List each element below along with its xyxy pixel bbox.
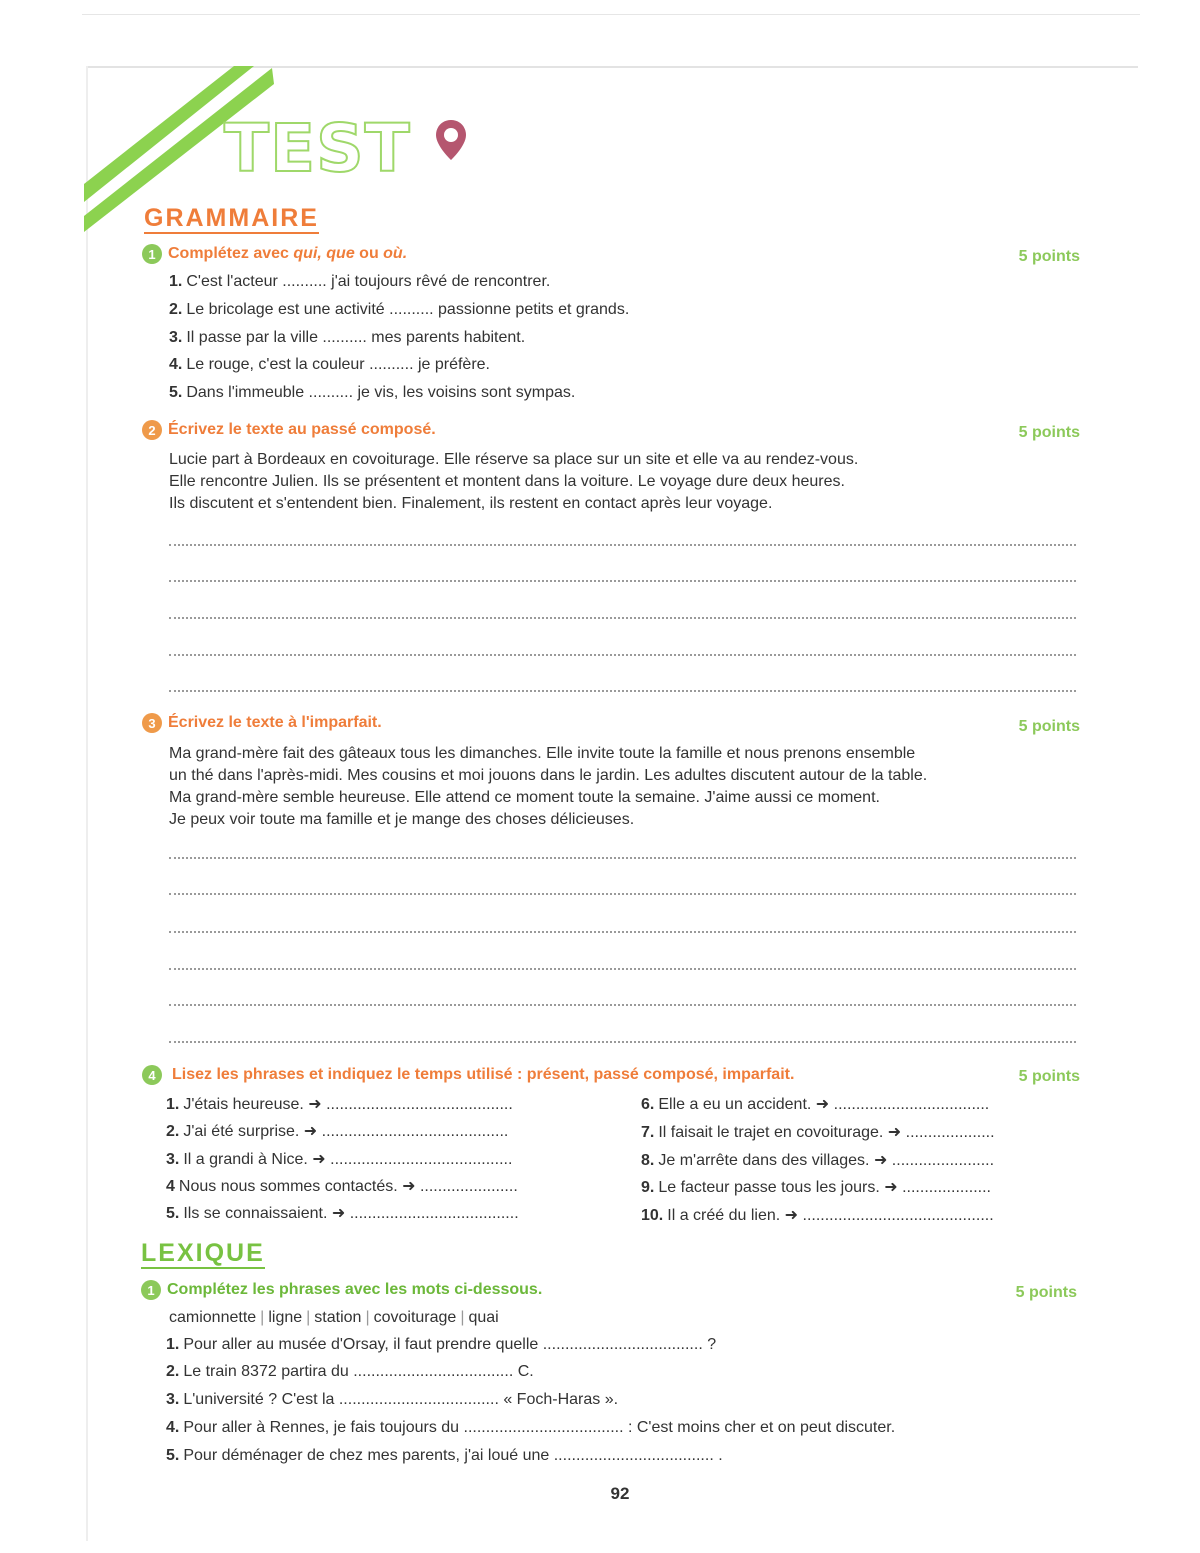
answer-line[interactable] bbox=[169, 654, 1076, 656]
exercise-3-header bbox=[142, 713, 382, 733]
exercise-instruction: Lisez les phrases et indiquez le temps utilisé : présent, passé composé, imparfait. bbox=[172, 1066, 795, 1083]
exercise-number-badge: 3 bbox=[142, 713, 162, 733]
exercise-item: 1. Pour aller au musée d'Orsay, il faut prendre quelle .................................... ? bbox=[166, 1336, 717, 1353]
exercise-4-header bbox=[142, 1065, 794, 1085]
exercise-points: 5 points bbox=[1018, 1068, 1080, 1085]
page-left-edge bbox=[86, 66, 88, 1541]
exercise-item: 4. Le rouge, c'est la couleur .......... je préfère. bbox=[169, 356, 490, 373]
page-number: 92 bbox=[610, 1484, 630, 1503]
answer-line[interactable] bbox=[169, 857, 1076, 859]
exercise-item: 9. Le facteur passe tous les jours. ➜ .................... bbox=[641, 1179, 991, 1196]
exercise-points: 5 points bbox=[1015, 1284, 1077, 1301]
exercise-item: 5. Pour déménager de chez mes parents, j'ai loué une .................................... . bbox=[166, 1447, 723, 1464]
exercise-instruction: Écrivez le texte au passé composé. bbox=[168, 421, 436, 438]
exercise-1-header bbox=[142, 244, 407, 264]
exercise-item: 7. Il faisait le trajet en covoiturage. ➜ .................... bbox=[641, 1124, 995, 1141]
exercise-item: 2. Le bricolage est une activité .......... passionne petits et grands. bbox=[169, 301, 630, 318]
answer-line[interactable] bbox=[169, 580, 1076, 582]
exercise-item: 2. J'ai été surprise. ➜ .......................................... bbox=[166, 1123, 509, 1140]
word-bank: camionnette | ligne | station | covoiturage | quai bbox=[169, 1309, 499, 1326]
exercise-instruction: Écrivez le texte à l'imparfait. bbox=[168, 714, 382, 731]
exercise-item: 4. Pour aller à Rennes, je fais toujours du .................................... : C'est moins cher et on peut discuter. bbox=[166, 1419, 896, 1436]
exercise-instruction: Complétez les phrases avec les mots ci-dessous. bbox=[167, 1281, 543, 1298]
exercise-item: 5. Ils se connaissaient. ➜ ...................................... bbox=[166, 1205, 519, 1222]
test-title: TEST bbox=[224, 110, 411, 187]
source-text: Ma grand-mère fait des gâteaux tous les dimanches. Elle invite toute la famille et nous prenons ensemble un thé dans l'après-midi. Mes cousins et moi jouons dans le jardin. Les adultes discutent autour de la table. Ma grand-mère semble heureuse. Elle attend ce moment toute la semaine. J'aime aussi ce moment. Je peux voir toute ma famille et je mange des choses délicieuses. bbox=[169, 745, 928, 828]
exercise-points: 5 points bbox=[1018, 248, 1080, 265]
answer-line[interactable] bbox=[169, 1004, 1076, 1006]
answer-line[interactable] bbox=[169, 544, 1076, 546]
exercise-points: 5 points bbox=[1018, 718, 1080, 735]
location-pin-icon bbox=[433, 118, 469, 162]
exercise-item: 3. L'université ? C'est la .................................... « Foch-Haras ». bbox=[166, 1391, 619, 1408]
answer-line[interactable] bbox=[169, 617, 1076, 619]
exercise-item: 5. Dans l'immeuble .......... je vis, les voisins sont sympas. bbox=[169, 384, 576, 401]
exercise-item: 2. Le train 8372 partira du .................................... C. bbox=[166, 1363, 534, 1380]
exercise-item: 1. C'est l'acteur .......... j'ai toujours rêvé de rencontrer. bbox=[169, 273, 551, 290]
exercise-item: 8. Je m'arrête dans des villages. ➜ ....................... bbox=[641, 1152, 995, 1169]
exercise-item: 10. Il a créé du lien. ➜ ........................................... bbox=[641, 1207, 994, 1224]
section-title-grammaire: GRAMMAIRE bbox=[144, 205, 319, 234]
exercise-item: 1. J'étais heureuse. ➜ .......................................... bbox=[166, 1096, 513, 1113]
exercise-points: 5 points bbox=[1018, 424, 1080, 441]
exercise-number-badge: 1 bbox=[142, 244, 162, 264]
scan-top-rule bbox=[82, 14, 1140, 15]
answer-line[interactable] bbox=[169, 931, 1076, 933]
lexique-exercise-1-header bbox=[141, 1280, 542, 1300]
exercise-item: 3. Il a grandi à Nice. ➜ ......................................... bbox=[166, 1151, 513, 1168]
exercise-number-badge: 2 bbox=[142, 420, 162, 440]
exercise-item: 6. Elle a eu un accident. ➜ ................................... bbox=[641, 1096, 990, 1113]
exercise-number-badge: 1 bbox=[141, 1280, 161, 1300]
exercise-number-badge: 4 bbox=[142, 1065, 162, 1085]
answer-line[interactable] bbox=[169, 968, 1076, 970]
source-text: Lucie part à Bordeaux en covoiturage. Elle réserve sa place sur un site et elle va au rendez-vous. Elle rencontre Julien. Ils se présentent et montent dans la voiture. Le voyage dure deux heures. Ils discutent et s'entendent bien. Finalement, ils restent en contact après leur voyage. bbox=[169, 451, 859, 512]
exercise-2-header bbox=[142, 420, 436, 440]
exercise-item: 4 Nous nous sommes contactés. ➜ ...................... bbox=[166, 1178, 518, 1195]
answer-line[interactable] bbox=[169, 893, 1076, 895]
section-title-lexique: LEXIQUE bbox=[141, 1240, 265, 1269]
answer-line[interactable] bbox=[169, 1041, 1076, 1043]
answer-line[interactable] bbox=[169, 690, 1076, 692]
exercise-instruction: Complétez avec qui, que ou où. bbox=[168, 245, 408, 262]
exercise-item: 3. Il passe par la ville .......... mes parents habitent. bbox=[169, 329, 526, 346]
